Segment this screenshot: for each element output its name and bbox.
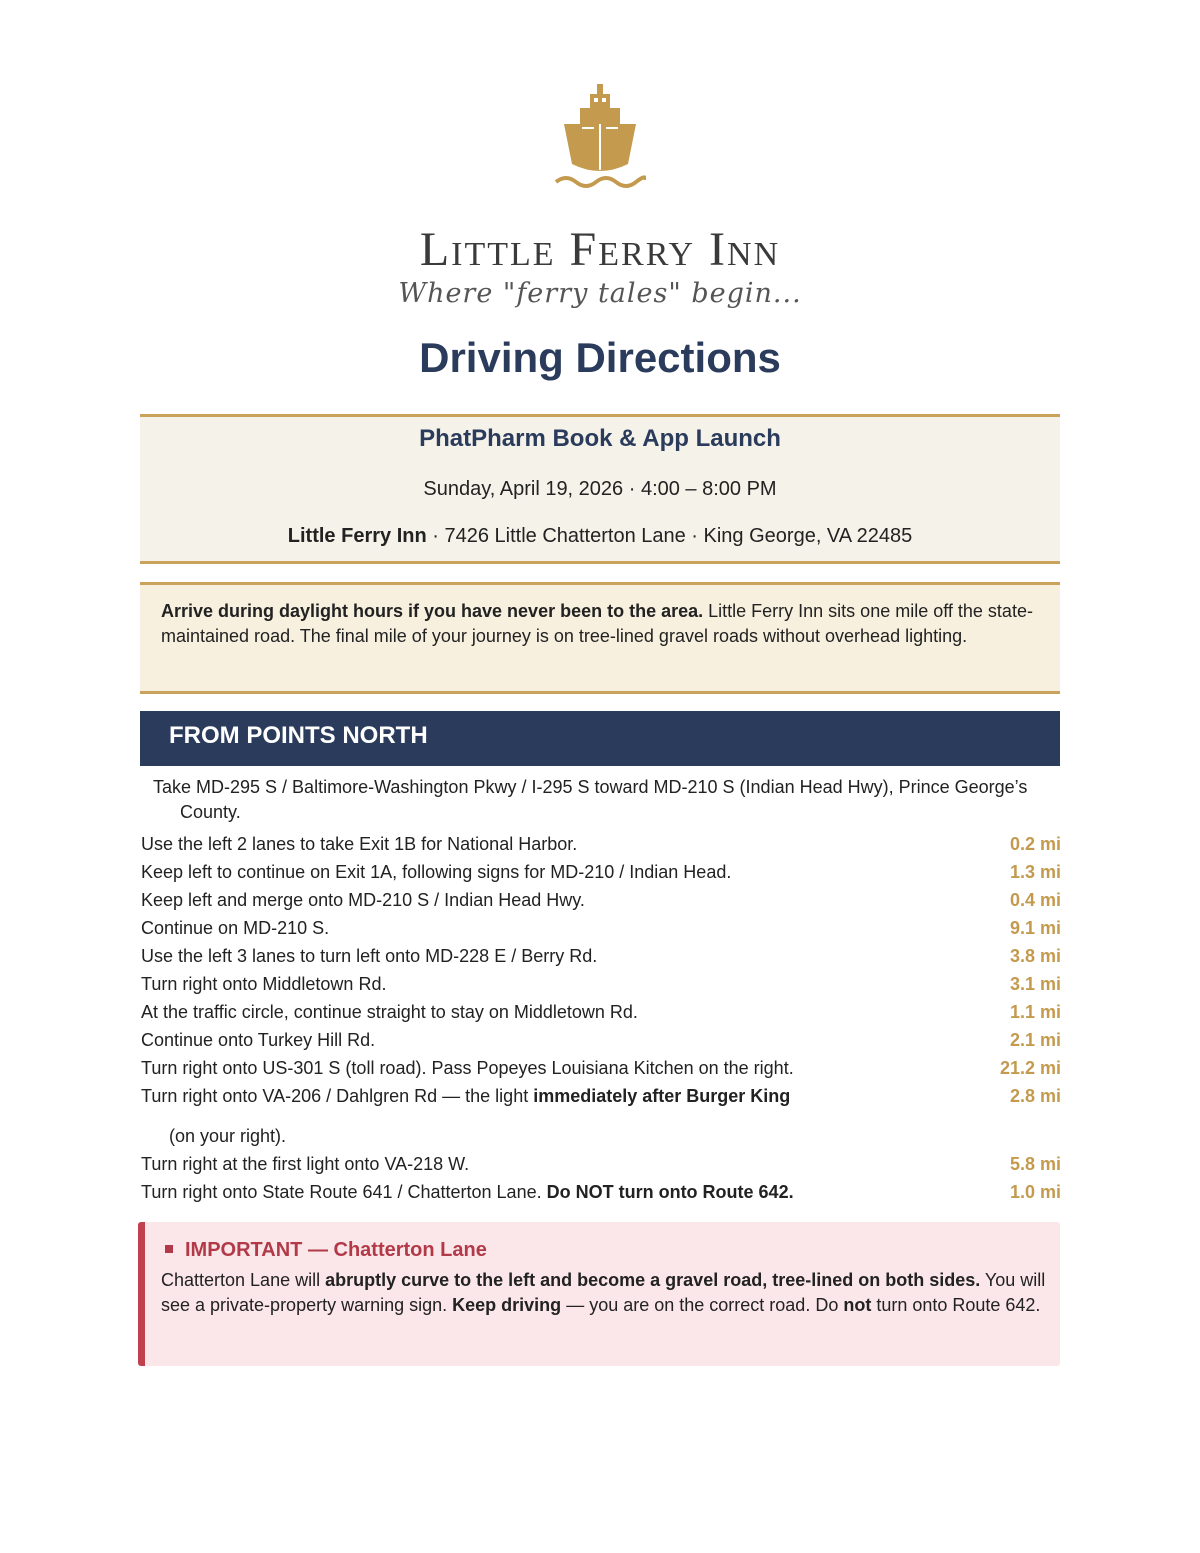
- step-distance: 21.2 mi: [999, 1058, 1061, 1078]
- step-text: Turn right at the first light onto VA-218 W.: [141, 1154, 470, 1174]
- intro-step: Take MD-295 S / Baltimore-Washington Pkwy / I-295 S toward MD-210 S (Indian Head Hwy), Prince George’s County.: [153, 777, 1028, 822]
- event-location: [140, 525, 1060, 548]
- important-text: You will see a private-property warning sign.: [161, 1270, 1046, 1315]
- notice-text: Little Ferry Inn sits one mile off the state-maintained road. The final mile of your journey is on tree-lined gravel roads without overhead lighting.: [161, 601, 1033, 646]
- important-bold-text: abruptly curve to the left and become a gravel road, tree-lined on both sides.: [325, 1270, 981, 1290]
- step-text: At the traffic circle, continue straight to stay on Middletown Rd.: [141, 1002, 638, 1022]
- important-callout: [138, 1222, 1060, 1366]
- step-text: Continue onto Turkey Hill Rd.: [141, 1030, 376, 1050]
- event-name: PhatPharm Book & App Launch: [419, 425, 781, 452]
- important-title: [161, 1236, 1050, 1264]
- step-text: Turn right onto State Route 641 / Chatterton Lane.: [141, 1182, 547, 1202]
- important-text: Chatterton Lane will: [161, 1270, 326, 1290]
- important-text: turn onto Route 642.: [871, 1295, 1041, 1315]
- step-distance: 1.1 mi: [1009, 1002, 1061, 1022]
- venue-address: · 7426 Little Chatterton Lane · King George, VA 22485: [426, 525, 913, 547]
- ferry-ship-icon: [554, 82, 646, 194]
- step-distance: 3.1 mi: [1009, 974, 1061, 994]
- direction-step: [141, 914, 1061, 942]
- brand-name: Little Ferry Inn: [419, 223, 781, 276]
- direction-step: [141, 998, 1061, 1026]
- direction-step: [141, 886, 1061, 914]
- section-header-north: FROM POINTS NORTH: [140, 711, 1060, 766]
- direction-step: [141, 830, 1061, 858]
- step-text: Use the left 3 lanes to turn left onto MD-228 E / Berry Rd.: [141, 946, 598, 966]
- step-bold-text: Do NOT turn onto Route 642.: [546, 1182, 794, 1202]
- step-distance: 0.4 mi: [1009, 890, 1061, 910]
- step-distance: 3.8 mi: [1009, 946, 1061, 966]
- step-distance: 2.8 mi: [1009, 1086, 1061, 1106]
- step-text: Turn right onto VA-206 / Dahlgren Rd — the light: [141, 1086, 534, 1106]
- page-title: Driving Directions: [419, 334, 781, 381]
- event-date-time: Sunday, April 19, 2026 · 4:00 – 8:00 PM: [423, 478, 777, 500]
- important-text: — you are on the correct road. Do: [561, 1295, 844, 1315]
- important-title-text: IMPORTANT — Chatterton Lane: [185, 1239, 487, 1261]
- direction-step: [141, 858, 1061, 886]
- direction-step: [141, 1054, 1061, 1082]
- step-distance: 1.0 mi: [1009, 1182, 1061, 1202]
- direction-step: [141, 970, 1061, 998]
- direction-step: [141, 1082, 1061, 1150]
- notice-bold-text: Arrive during daylight hours if you have never been to the area.: [161, 601, 704, 621]
- important-body: [161, 1268, 1050, 1318]
- direction-step: [141, 1178, 1061, 1206]
- important-bold-text: not: [843, 1295, 872, 1315]
- brand-tagline: Where "ferry tales" begin...: [398, 278, 802, 309]
- step-text: Continue on MD-210 S.: [141, 918, 330, 938]
- step-distance: 5.8 mi: [1009, 1154, 1061, 1174]
- step-distance: 1.3 mi: [1009, 862, 1061, 882]
- step-text: Turn right onto US-301 S (toll road). Pass Popeyes Louisiana Kitchen on the right.: [141, 1058, 794, 1078]
- daylight-notice: [140, 582, 1060, 694]
- step-text: Turn right onto Middletown Rd.: [141, 974, 387, 994]
- step-distance: 9.1 mi: [1009, 918, 1061, 938]
- direction-step: [141, 1026, 1061, 1054]
- venue-name: Little Ferry Inn: [287, 525, 427, 547]
- direction-step: [141, 942, 1061, 970]
- step-text: Keep left and merge onto MD-210 S / Indian Head Hwy.: [141, 890, 585, 910]
- direction-step: [141, 1150, 1061, 1178]
- step-text: Use the left 2 lanes to take Exit 1B for National Harbor.: [141, 834, 578, 854]
- important-bold-text: Keep driving: [452, 1295, 562, 1315]
- square-bullet-icon: [165, 1245, 173, 1253]
- step-continuation: (on your right).: [169, 1126, 287, 1146]
- direction-steps: [141, 830, 1061, 1206]
- event-info-box: [140, 414, 1060, 564]
- step-distance: 2.1 mi: [1009, 1030, 1061, 1050]
- step-text: Keep left to continue on Exit 1A, following signs for MD-210 / Indian Head.: [141, 862, 732, 882]
- step-bold-text: immediately after Burger King: [533, 1086, 791, 1106]
- step-distance: 0.2 mi: [1009, 834, 1061, 854]
